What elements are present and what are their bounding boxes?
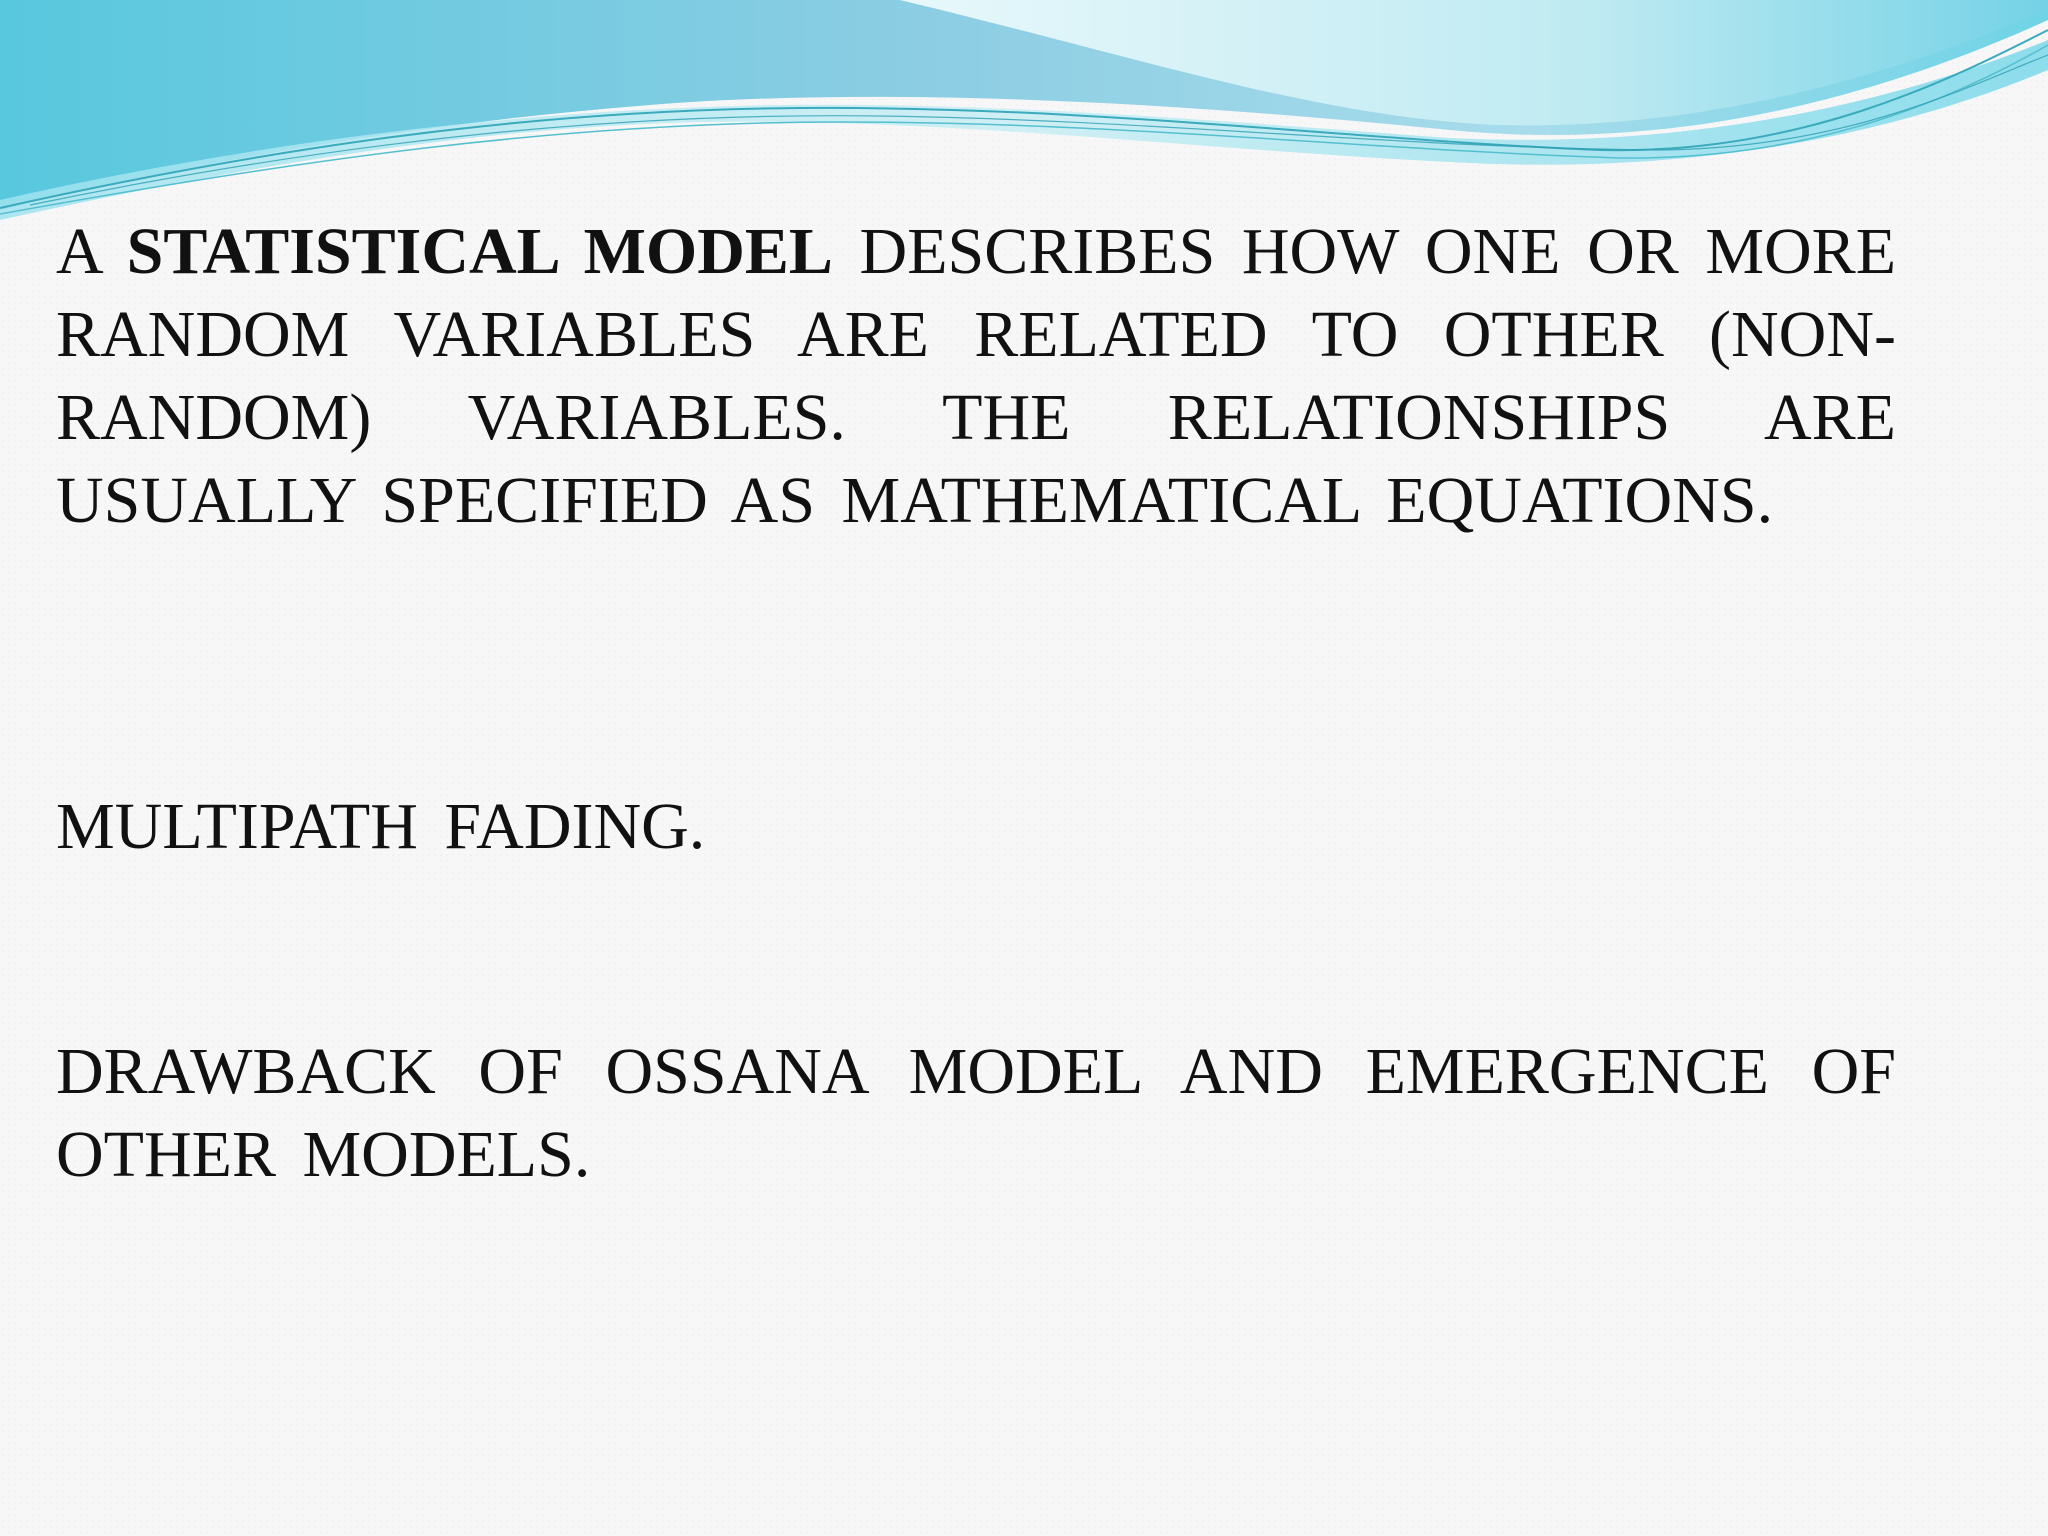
- paragraph-statistical-model: [56, 210, 1896, 542]
- paragraph-multipath-fading: MULTIPATH FADING.: [56, 790, 706, 863]
- term-statistical-model: STATISTICAL MODEL: [126, 215, 833, 288]
- paragraph1-prefix: A: [56, 215, 127, 288]
- paragraph-drawback: DRAWBACK OF OSSANA MODEL AND EMERGENCE OF OTHER MODELS.: [56, 1035, 1896, 1191]
- paragraph1-text: DESCRIBES HOW ONE OR MORE RANDOM VARIABLES ARE RELATED TO OTHER (NON-RANDOM) VARIABLES. THE RELATIONSHIPS ARE USUALLY SPECIFIED AS MATHEMATICAL EQUATIONS.: [56, 215, 1897, 537]
- wave-header-decoration: [0, 0, 2048, 240]
